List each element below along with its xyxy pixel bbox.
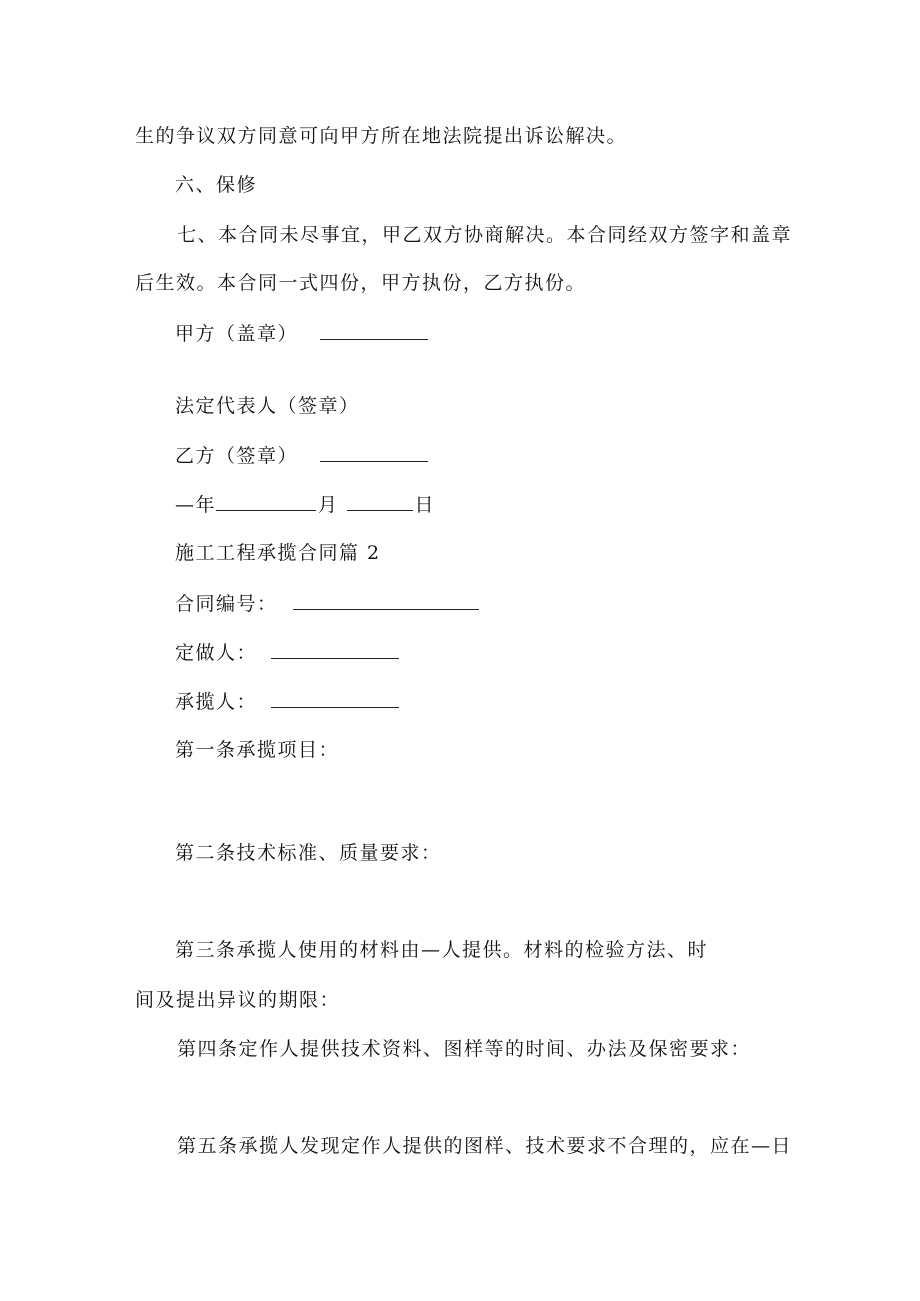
date-day-blank (347, 492, 413, 511)
section-seven-text2: 后生效。本合同一式四份，甲方执份，乙方执份。 (135, 272, 587, 294)
section-warranty-heading (175, 173, 257, 197)
article-4 (177, 1037, 751, 1061)
article-3-line2 (135, 988, 340, 1012)
party-b-blank (320, 443, 428, 462)
contract-number-blank (293, 591, 479, 610)
text-line-dispute (135, 124, 627, 148)
contractor-line (175, 689, 401, 714)
article-1-text: 第一条承揽项目： (175, 739, 340, 761)
date-line (175, 492, 435, 517)
article-5-text: 第五条承揽人发现定作人提供的图样、技术要求不合理的，应在—日 (177, 1135, 793, 1157)
legal-rep-line (175, 394, 360, 418)
party-b-label: 乙方（签章） (175, 445, 299, 467)
party-a-label: 甲方（盖章） (175, 323, 299, 345)
date-day-label: 日 (414, 494, 436, 516)
article-3-line1 (175, 938, 708, 962)
orderer-line (175, 640, 401, 665)
warranty-heading-text: 六、保修 (175, 174, 258, 196)
contract-number-label: 合同编号： (175, 593, 278, 615)
article-3-text2: 间及提出异议的期限： (135, 989, 341, 1011)
contract-title-2 (175, 541, 381, 565)
article-2 (175, 841, 442, 865)
orderer-blank (271, 640, 399, 659)
date-month-blank (216, 492, 316, 511)
date-month-label: 月 (318, 494, 339, 516)
section-seven-line1 (177, 223, 792, 247)
contractor-blank (271, 689, 399, 708)
article-3-text1: 第三条承揽人使用的材料由—人提供。材料的检验方法、时 (175, 939, 709, 961)
date-year-label: —年 (175, 494, 217, 516)
article-5 (177, 1134, 792, 1158)
article-4-text: 第四条定作人提供技术资料、图样等的时间、办法及保密要求： (177, 1038, 752, 1060)
contract-title-2-text: 施工工程承揽合同篇 2 (175, 542, 381, 564)
article-2-text: 第二条技术标准、质量要求： (175, 842, 442, 864)
party-b-seal-line (175, 443, 430, 468)
section-seven-text1: 七、本合同未尽事宜，甲乙双方协商解决。本合同经双方签字和盖章 (177, 224, 793, 246)
orderer-label: 定做人： (175, 642, 258, 664)
dispute-text: 生的争议双方同意可向甲方所在地法院提出诉讼解决。 (135, 125, 628, 147)
party-a-seal-line (175, 321, 430, 346)
contract-number-line (175, 591, 481, 616)
party-a-blank (320, 321, 428, 340)
article-1 (175, 738, 339, 762)
legal-rep-label: 法定代表人（签章） (175, 395, 360, 417)
section-seven-line2 (135, 271, 586, 295)
contractor-label: 承揽人： (175, 691, 258, 713)
